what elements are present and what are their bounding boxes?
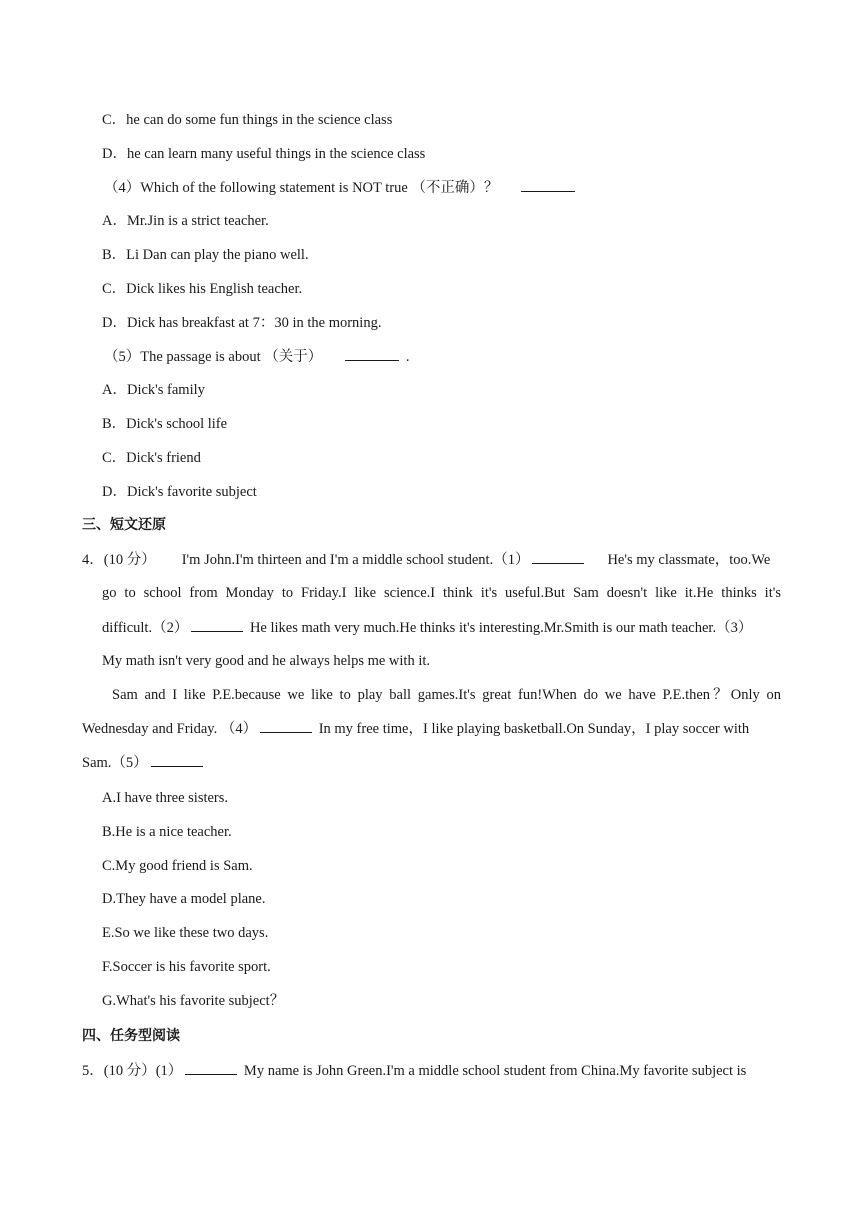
q4-text: He likes math very much.He thinks it's interesting.Mr.Smith is our math teacher.（3） xyxy=(249,620,753,636)
q4-text: Sam.（5） xyxy=(82,755,148,771)
answer-blank xyxy=(521,177,575,192)
q4-line-4: My math isn't very good and he always helps me with it. xyxy=(102,653,431,669)
q3-5-option-b: B．Dick's school life xyxy=(102,416,228,432)
answer-blank-q5-1 xyxy=(185,1060,237,1075)
q4-option-e: E.So we like these two days. xyxy=(102,925,269,941)
q3-4-option-b: B．Li Dan can play the piano well. xyxy=(102,247,309,263)
q4-text: He's my classmate，too.We xyxy=(607,552,771,568)
q4-text: Wednesday and Friday. （4） xyxy=(82,721,258,737)
q5-prefix: 5．(10 分）(1） xyxy=(82,1063,183,1079)
q5-text: My name is John Green.I'm a middle school student from China.My favorite subject is xyxy=(243,1063,747,1079)
q4-text: difficult.（2） xyxy=(102,620,189,636)
q3-5-stem xyxy=(104,346,410,367)
q3-4-option-d: D．Dick has breakfast at 7：30 in the morning. xyxy=(102,315,382,331)
q4-option-d: D.They have a model plane. xyxy=(102,891,266,907)
q4-para2-line-3 xyxy=(82,752,206,773)
q3-5-option-a: A．Dick's family xyxy=(102,382,205,398)
answer-blank-2 xyxy=(191,617,243,632)
section-4-heading: 四、任务型阅读 xyxy=(82,1028,180,1044)
q3-option-d: D．he can learn many useful things in the science class xyxy=(102,146,426,162)
q4-option-a: A.I have three sisters. xyxy=(102,790,229,806)
q3-4-stem xyxy=(104,177,578,198)
answer-blank-4 xyxy=(260,718,312,733)
q4-line-1 xyxy=(82,549,770,570)
q3-5-option-c: C．Dick's friend xyxy=(102,450,201,466)
q3-4-option-c: C．Dick likes his English teacher. xyxy=(102,281,303,297)
q3-option-c: C．he can do some fun things in the science class xyxy=(102,112,393,128)
q4-text: In my free time，I like playing basketball.On Sunday，I play soccer with xyxy=(318,721,750,737)
q3-4-stem-text: （4）Which of the following statement is NOT true （不正确）？ xyxy=(104,180,499,196)
q4-para2-line-1: Sam and I like P.E.because we like to play ball games.It's great fun!When do we have P.E.then？Only on xyxy=(112,687,781,703)
q3-5-stem-text: （5）The passage is about （关于） xyxy=(104,349,323,365)
q4-option-b: B.He is a nice teacher. xyxy=(102,824,232,840)
q4-line-2: go to school from Monday to Friday.I like science.I think it's useful.But Sam doesn't like it.He thinks it's xyxy=(102,585,781,601)
q3-5-option-d: D．Dick's favorite subject xyxy=(102,484,257,500)
q5-line-1 xyxy=(82,1060,781,1081)
section-3-heading: 三、短文还原 xyxy=(82,517,166,533)
q4-prefix: 4．(10 分） xyxy=(82,552,156,568)
answer-blank-5 xyxy=(151,752,203,767)
answer-blank xyxy=(345,346,399,361)
q4-option-f: F.Soccer is his favorite sport. xyxy=(102,959,271,975)
q4-text: I'm John.I'm thirteen and I'm a middle school student.（1） xyxy=(181,552,530,568)
q4-line-3 xyxy=(102,617,752,638)
q4-option-c: C.My good friend is Sam. xyxy=(102,858,253,874)
q3-4-option-a: A．Mr.Jin is a strict teacher. xyxy=(102,213,269,229)
q4-para2-line-2 xyxy=(82,718,749,739)
answer-blank-1 xyxy=(532,549,584,564)
q4-option-g: G.What's his favorite subject？ xyxy=(102,993,285,1009)
q3-5-stem-end: . xyxy=(405,349,410,365)
